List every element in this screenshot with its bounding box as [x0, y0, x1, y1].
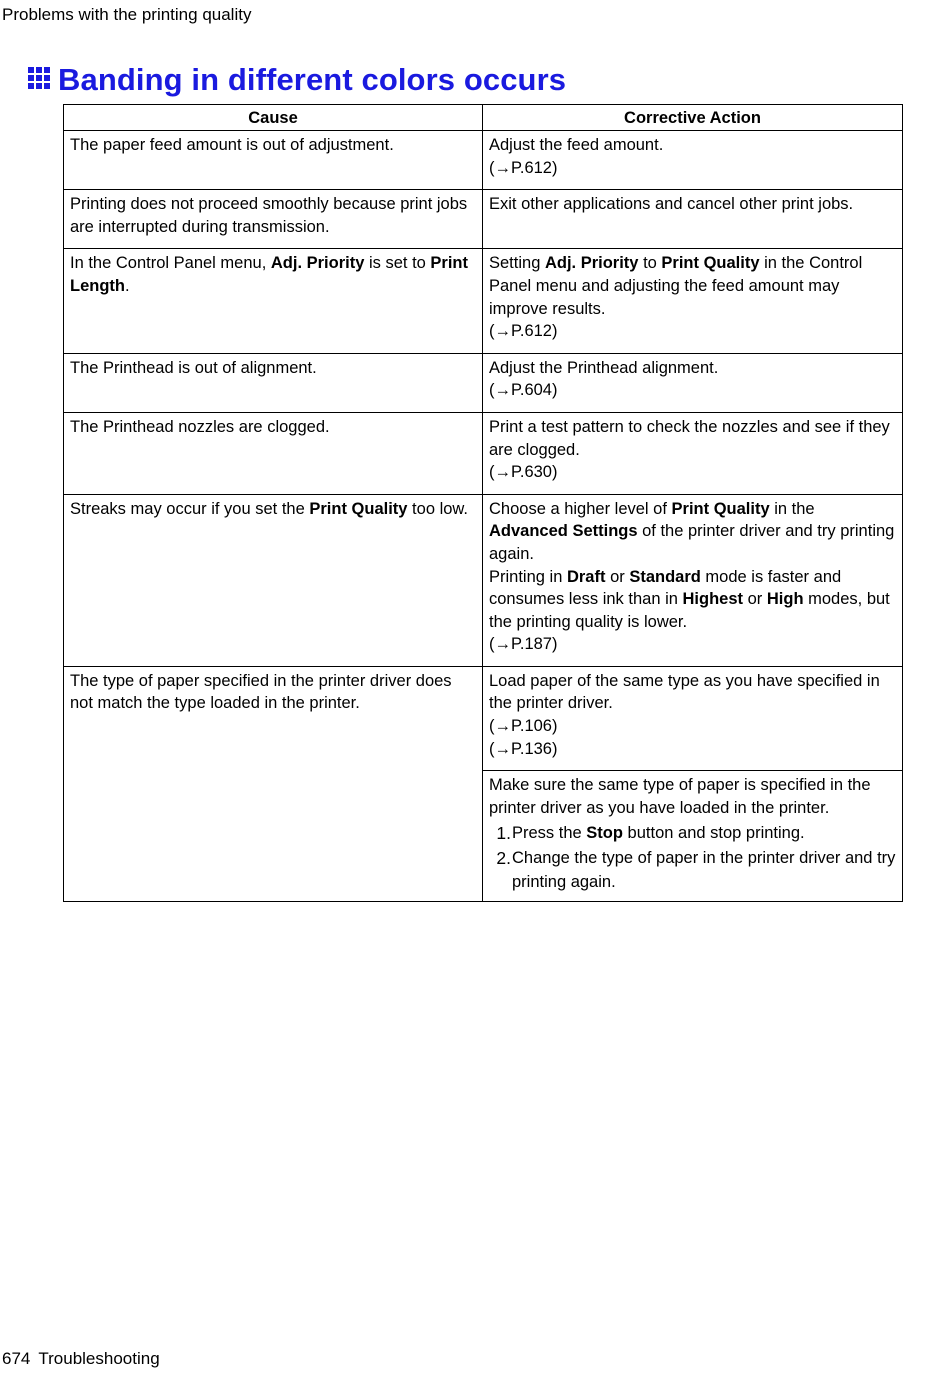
action-text: Choose a higher level of: [489, 499, 672, 518]
page-title: Banding in different colors occurs: [58, 62, 567, 97]
action-text: Make sure the same type of paper is specified in the printer driver as you have loaded in the printer.: [489, 776, 871, 817]
action-text: in the Control Panel menu and adjusting the feed amount may improve results.: [489, 254, 863, 318]
table-row: [64, 190, 903, 249]
setting-value: Print Length: [70, 254, 469, 295]
step-number: 2.: [496, 847, 511, 868]
table-row: [64, 412, 903, 494]
action-cell: [483, 131, 903, 190]
step-text: Press the Stop button and stop printing.: [512, 824, 805, 843]
action-text: Printing in: [489, 567, 567, 586]
mode-name: Highest: [682, 590, 744, 609]
table-row: [64, 666, 903, 770]
action-cell: [483, 666, 903, 770]
page-reference-link[interactable]: (→P.604): [489, 381, 558, 400]
action-text: modes, but the printing quality is lower.: [489, 590, 890, 631]
action-text: of the printer driver and try printing again.: [489, 522, 895, 563]
cause-text: Printing does not proceed smoothly because print jobs are interrupted during transmission.: [70, 195, 468, 236]
column-header-cause: Cause: [64, 105, 483, 131]
action-text: Load paper of the same type as you have specified in the printer driver.: [489, 671, 880, 713]
cause-text: The type of paper specified in the printer driver does not match the type loaded in the printer.: [70, 671, 452, 713]
table-row: [64, 131, 903, 190]
footer-section: Troubleshooting: [38, 1349, 160, 1368]
mode-name: Draft: [566, 567, 606, 586]
cause-text: The paper feed amount is out of adjustment.: [70, 136, 394, 154]
table-header-row: [64, 105, 903, 131]
page-reference-link[interactable]: (→P.612): [489, 158, 558, 177]
cause-cell: [64, 190, 483, 249]
step-text: Change the type of paper in the printer driver and try printing again.: [512, 848, 896, 892]
table-row: [64, 353, 903, 412]
troubleshooting-table: [63, 104, 903, 902]
mode-name: High: [766, 590, 804, 609]
action-cell: [483, 190, 903, 249]
table-row: [64, 494, 903, 666]
page-reference-link[interactable]: (→P.187): [489, 635, 558, 654]
step-number: 1.: [496, 823, 511, 844]
cause-text: .: [125, 276, 130, 295]
section-heading: [28, 58, 566, 102]
action-text: or: [743, 590, 767, 609]
setting-value: Print Quality: [661, 254, 760, 273]
cause-text: In the Control Panel menu,: [70, 254, 271, 273]
action-cell: [483, 353, 903, 412]
cause-text: is set to: [364, 254, 431, 273]
setting-name: Advanced Settings: [489, 522, 638, 541]
running-head: Problems with the printing quality: [2, 5, 252, 24]
page-footer: [2, 1349, 160, 1369]
cause-text: The Printhead is out of alignment.: [70, 358, 317, 377]
list-item: [489, 846, 896, 895]
cause-cell: [64, 353, 483, 412]
setting-name: Adj. Priority: [544, 254, 639, 273]
cause-cell: [64, 666, 483, 901]
action-text: or: [605, 567, 630, 586]
action-text: Setting: [489, 254, 545, 273]
page-reference-link[interactable]: (→P.612): [489, 322, 558, 341]
action-text: to: [638, 254, 662, 273]
cause-cell: [64, 249, 483, 353]
setting-name: Print Quality: [309, 499, 408, 518]
action-cell: [483, 771, 903, 902]
mode-name: Standard: [629, 567, 701, 586]
table-row: [64, 249, 903, 353]
action-text: Print a test pattern to check the nozzles and see if they are clogged.: [489, 417, 890, 459]
column-header-corrective-action: Corrective Action: [483, 105, 903, 131]
cause-text: too low.: [407, 499, 469, 518]
cause-text: Streaks may occur if you set the: [70, 499, 310, 518]
cause-cell: [64, 494, 483, 666]
action-cell: [483, 249, 903, 353]
action-cell: [483, 494, 903, 666]
grid-bullet-icon: [28, 67, 50, 89]
cause-cell: [64, 131, 483, 190]
action-text: Adjust the Printhead alignment.: [489, 358, 719, 377]
page-reference-link[interactable]: (→P.136): [489, 739, 558, 758]
action-text: in the: [769, 499, 815, 518]
list-item: [489, 821, 896, 846]
setting-name: Adj. Priority: [270, 254, 365, 273]
page-reference-link[interactable]: (→P.630): [489, 463, 558, 482]
page-number: 674: [2, 1349, 31, 1368]
setting-name: Print Quality: [671, 499, 770, 518]
action-text: mode is faster and consumes less ink than in: [489, 567, 842, 609]
step-list: [489, 821, 896, 895]
action-cell: [483, 412, 903, 494]
action-text: Adjust the feed amount.: [489, 136, 664, 154]
cause-text: The Printhead nozzles are clogged.: [70, 417, 330, 436]
cause-cell: [64, 412, 483, 494]
page-reference-link[interactable]: (→P.106): [489, 717, 558, 736]
button-name: Stop: [586, 824, 623, 843]
action-text: Exit other applications and cancel other print jobs.: [489, 195, 854, 214]
